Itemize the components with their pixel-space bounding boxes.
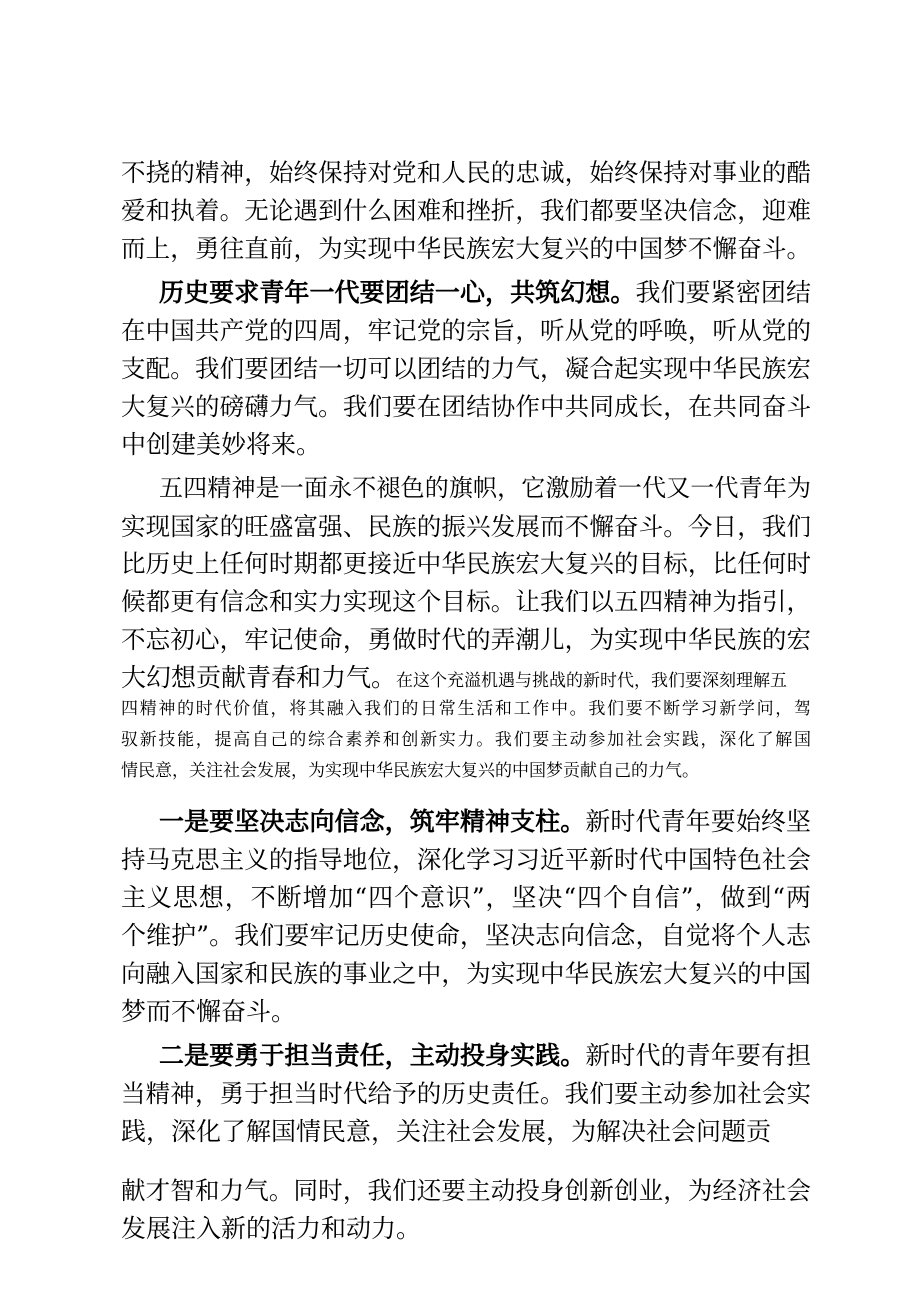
paragraph-5-line-2: 当精神，勇于担当时代给予的历史责任。我们要主动参加社会实 — [121, 1079, 811, 1108]
paragraph-4-line-5: 向融入国家和民族的事业之中，为实现中华民族宏大复兴的中国 — [121, 959, 811, 988]
paragraph-2-line-4: 大复兴的磅礴力气。我们要在团结协作中共同成长，在共同奋斗 — [121, 392, 811, 421]
paragraph-3-line-3: 比历史上任何时期都更接近中华民族宏大复兴的目标，比任何时 — [121, 549, 811, 578]
paragraph-2-line-1 — [159, 277, 811, 308]
paragraph-4-line-3: 主义思想，不断增加“四个意识”，坚决“四个自信”，做到“两 — [121, 883, 811, 912]
paragraph-3-line-2: 实现国家的旺盛富强、民族的振兴发展而不懈奋斗。今日，我们 — [121, 512, 811, 541]
paragraph-1-line-2: 爱和执着。无论遇到什么困难和挫折，我们都要坚决信念，迎难 — [121, 196, 811, 225]
paragraph-4-line-1 — [159, 806, 811, 837]
paragraph-3-line-8: 驭新技能，提高自己的综合素养和创新实力。我们要主动参加社会实践，深化了解国 — [121, 730, 811, 750]
paragraph-5-line-4: 献才智和力气。同时，我们还要主动投身创新创业，为经济社会 — [121, 1176, 811, 1205]
paragraph-3-line-6-text: 大幻想贡献青春和力气。 — [121, 663, 397, 692]
paragraph-5-line-3: 践，深化了解国情民意，关注社会发展，为解决社会问题贡 — [121, 1117, 772, 1146]
paragraph-5-line-1 — [159, 1040, 811, 1071]
paragraph-1-line-1: 不挠的精神，始终保持对党和人民的忠诚，始终保持对事业的酷 — [121, 158, 811, 187]
paragraph-4-heading: 一是要坚决志向信念，筑牢精神支柱。 — [159, 807, 586, 836]
paragraph-5-heading: 二是要勇于担当责任，主动投身实践。 — [159, 1041, 586, 1070]
paragraph-3-line-7: 四精神的时代价值，将其融入我们的日常生活和工作中。我们要不断学习新学问，驾 — [121, 699, 811, 719]
paragraph-1-line-3: 而上，勇往直前，为实现中华民族宏大复兴的中国梦不懈奋斗。 — [121, 234, 811, 263]
paragraph-2-line-2: 在中国共产党的四周，牢记党的宗旨，听从党的呼唤，听从党的 — [121, 316, 811, 345]
paragraph-5-line-5: 发展注入新的活力和动力。 — [121, 1214, 422, 1243]
paragraph-2-line-3: 支配。我们要团结一切可以团结的力气，凝合起实现中华民族宏 — [121, 354, 811, 383]
paragraph-3-line-6 — [121, 662, 811, 693]
paragraph-3-line-9: 情民意，关注社会发展，为实现中华民族宏大复兴的中国梦贡献自己的力气。 — [121, 761, 699, 781]
paragraph-4-line-2: 持马克思主义的指导地位，深化学习习近平新时代中国特色社会 — [121, 845, 811, 874]
paragraph-3-line-1: 五四精神是一面永不褪色的旗帜，它激励着一代又一代青年为 — [159, 474, 811, 502]
paragraph-2-heading: 历史要求青年一代要团结一心，共筑幻想。 — [159, 278, 636, 307]
paragraph-4-line-6: 梦而不懈奋斗。 — [121, 997, 297, 1026]
paragraph-3-line-4: 候都更有信念和实力实现这个目标。让我们以五四精神为指引， — [121, 587, 811, 616]
paragraph-2-line-1-text: 我们要紧密团结 — [635, 278, 811, 307]
paragraph-3-line-5: 不忘初心，牢记使命，勇做时代的弄潮儿，为实现中华民族的宏 — [121, 625, 811, 654]
paragraph-3-line-6-small-text: 在这个充溢机遇与挑战的新时代，我们要深刻理解五 — [396, 671, 788, 691]
paragraph-5-line-1-text: 新时代的青年要有担 — [585, 1041, 811, 1070]
paragraph-2-line-5: 中创建美妙将来。 — [121, 430, 322, 459]
paragraph-4-line-4: 个维护”。我们要牢记历史使命，坚决志向信念，自觉将个人志 — [121, 921, 811, 950]
paragraph-4-line-1-text: 新时代青年要始终坚 — [585, 807, 811, 836]
